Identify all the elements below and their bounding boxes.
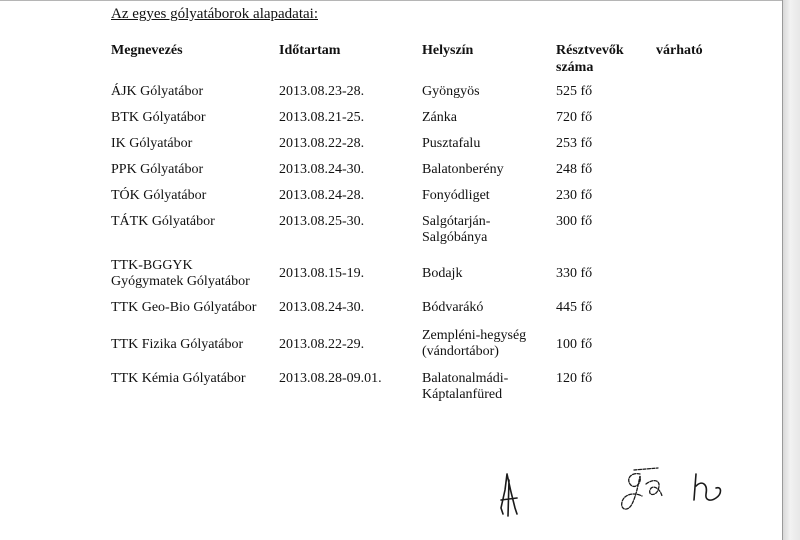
cell-location: Balatonberény: [422, 162, 504, 177]
cell-location: Gyöngyös: [422, 84, 480, 99]
cell-location: Fonyódliget: [422, 188, 490, 203]
cell-participants: 230 fő: [556, 188, 593, 203]
cell-duration: 2013.08.23-28.: [279, 84, 365, 99]
cell-duration: 2013.08.28-09.01.: [279, 371, 382, 386]
cell-participants: 330 fő: [556, 266, 593, 281]
cell-duration: 2013.08.24-30.: [279, 162, 365, 177]
cell-location-line2: (vándortábor): [422, 344, 499, 359]
cell-participants: 445 fő: [556, 300, 593, 315]
cell-duration: 2013.08.25-30.: [279, 214, 365, 229]
column-header-location: Helyszín: [422, 43, 474, 58]
page-edge-shadow: [782, 0, 800, 540]
cell-location: Zánka: [422, 110, 457, 125]
cell-location: Pusztafalu: [422, 136, 481, 151]
cell-name: TTK Geo-Bio Gólyatábor: [111, 300, 257, 315]
cell-duration: 2013.08.15-19.: [279, 266, 365, 281]
cell-participants: 720 fő: [556, 110, 593, 125]
cell-participants: 100 fő: [556, 337, 593, 352]
cell-participants: 253 fő: [556, 136, 593, 151]
cell-name: TÁTK Gólyatábor: [111, 214, 215, 229]
cell-location-line2: Káptalanfüred: [422, 387, 503, 402]
initial-signature-1: [495, 470, 525, 520]
section-heading: Az egyes gólyatáborok alapadatai:: [111, 6, 318, 22]
page-top-border: [0, 0, 782, 1]
cell-location-line1: Balatonalmádi-: [422, 371, 509, 386]
cell-duration: 2013.08.24-28.: [279, 188, 365, 203]
initial-signature-2: [612, 462, 672, 522]
cell-name: ÁJK Gólyatábor: [111, 84, 204, 99]
column-header-participants-line2: száma: [556, 60, 594, 75]
cell-name: TTK Fizika Gólyatábor: [111, 337, 244, 352]
cell-name: BTK Gólyatábor: [111, 110, 206, 125]
column-header-name: Megnevezés: [111, 43, 183, 58]
cell-location: Bódvarákó: [422, 300, 484, 315]
cell-participants: 300 fő: [556, 214, 593, 229]
cell-participants: 525 fő: [556, 84, 593, 99]
cell-location-line2: Salgóbánya: [422, 230, 488, 245]
column-header-duration: Időtartam: [279, 43, 341, 58]
cell-duration: 2013.08.22-29.: [279, 337, 365, 352]
cell-duration: 2013.08.24-30.: [279, 300, 365, 315]
column-header-participants: [556, 42, 636, 76]
cell-name: TTK Kémia Gólyatábor: [111, 371, 246, 386]
cell-duration: 2013.08.22-28.: [279, 136, 365, 151]
cell-location-line1: Zempléni-hegység: [422, 328, 527, 343]
cell-participants: 248 fő: [556, 162, 593, 177]
cell-location: Bodajk: [422, 266, 463, 281]
cell-location-line1: Salgótarján-: [422, 214, 491, 229]
cell-name-line2: Gyógymatek Gólyatábor: [111, 274, 250, 289]
cell-name: PPK Gólyatábor: [111, 162, 204, 177]
column-header-expected: várható: [656, 43, 703, 58]
cell-participants: 120 fő: [556, 371, 593, 386]
cell-location: [422, 328, 526, 360]
cell-location: [422, 371, 508, 403]
initial-signature-3: [688, 470, 728, 510]
cell-location: [422, 214, 490, 246]
column-header-participants-line1: Résztvevők: [556, 43, 624, 58]
cell-name: [111, 258, 250, 290]
cell-name: IK Gólyatábor: [111, 136, 193, 151]
cell-name: TÓK Gólyatábor: [111, 188, 207, 203]
cell-name-line1: TTK-BGGYK: [111, 258, 193, 273]
cell-duration: 2013.08.21-25.: [279, 110, 365, 125]
